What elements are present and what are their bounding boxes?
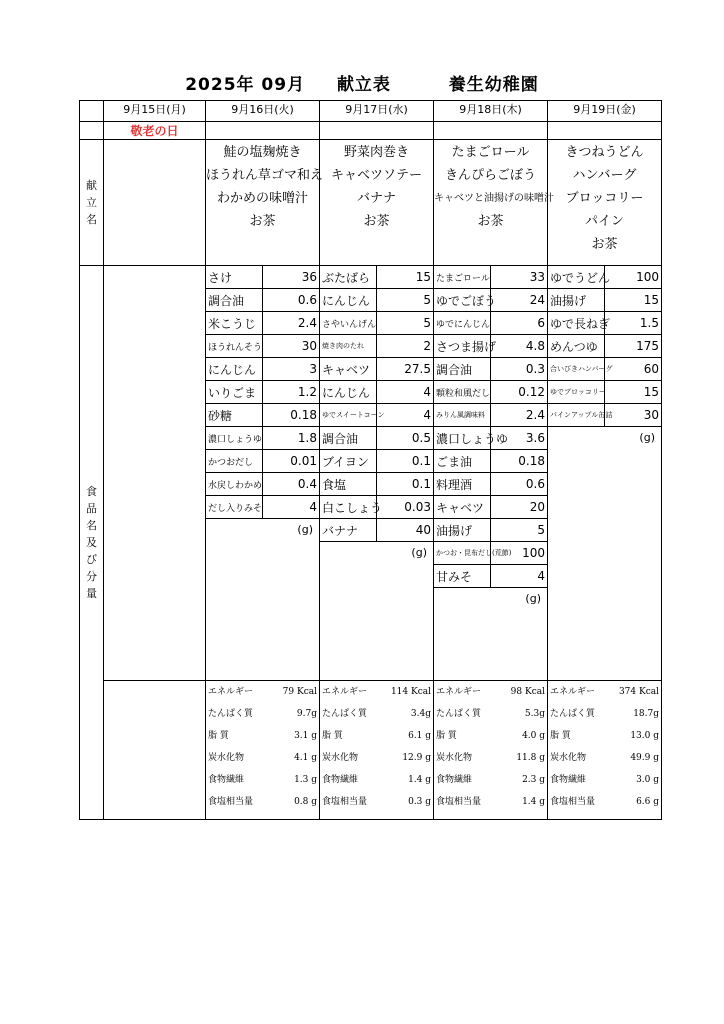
ingredient-name: 米こうじ	[206, 312, 263, 335]
nutrition-item	[206, 682, 319, 703]
ingredient-name: 調合油	[320, 427, 377, 450]
ingredient-name: 白こしょう	[320, 496, 377, 519]
ingredient-row	[548, 289, 661, 312]
nutrition-value: 11.8 g	[516, 753, 545, 763]
ingredient-amount: 4	[263, 496, 320, 519]
nutrition-value: 1.4 g	[408, 775, 431, 785]
ingredient-row	[320, 289, 433, 312]
ingredient-row	[320, 266, 433, 289]
nutrition-item	[206, 792, 319, 813]
dish-name: お茶	[591, 237, 618, 252]
nutrition-item	[434, 726, 547, 747]
ingredient-amount: 1.5	[605, 312, 662, 335]
nutrition-value: 12.9 g	[402, 753, 431, 763]
ingredient-row	[320, 496, 433, 519]
ingredient-amount: 30	[263, 335, 320, 358]
nutrition-label: 食塩相当量	[436, 797, 482, 807]
holiday-row	[80, 122, 662, 140]
dish-name: ブロッコリー	[565, 191, 644, 206]
nutrition-item	[548, 770, 661, 791]
dish-name: ほうれん草ゴマ和え	[206, 168, 324, 183]
nutrition-item	[548, 792, 661, 813]
unit-label: (g)	[639, 431, 655, 444]
nutrition-cell	[434, 681, 548, 820]
ingredient-table	[320, 266, 433, 542]
nutrition-item	[320, 726, 433, 747]
ingredient-name: ゆでスイートコーン	[320, 404, 377, 427]
nutrition-row	[80, 681, 662, 820]
dish-name: わかめの味噌汁	[216, 191, 308, 206]
ingredient-name: 焼き肉のたれ	[320, 335, 377, 358]
dish-name: バナナ	[356, 191, 396, 206]
nutrition-item	[548, 726, 661, 747]
nutrition-label: 脂 質	[550, 731, 571, 741]
ingredient-row	[548, 266, 661, 289]
ingredient-amount: 0.18	[491, 450, 548, 473]
nutrition-value: 3.1 g	[294, 731, 317, 741]
ingredient-name: ほうれんそう	[206, 335, 263, 358]
ingredient-amount: 2	[377, 335, 434, 358]
nutrition-item	[320, 682, 433, 703]
nutrition-label: 食物繊維	[208, 775, 245, 785]
nutrition-value: 1.3 g	[294, 775, 317, 785]
ingredient-amount: 0.01	[263, 450, 320, 473]
ingredient-amount: 0.4	[263, 473, 320, 496]
ingredient-row	[320, 404, 433, 427]
ingredient-name: だし入りみそ	[206, 496, 263, 519]
ingredient-row	[434, 565, 547, 588]
ingredient-amount: 6	[491, 312, 548, 335]
ingredient-row	[434, 519, 547, 542]
ingredient-name: 濃口しょうゆ	[434, 427, 491, 450]
ingredient-amount: 20	[491, 496, 548, 519]
ingredient-name: いりごま	[206, 381, 263, 404]
nutrition-label: エネルギー	[436, 687, 482, 697]
ingredient-amount: 0.3	[491, 358, 548, 381]
ingredient-row	[206, 450, 319, 473]
dish-name: お茶	[249, 214, 276, 229]
nutrition-value: 9.7g	[296, 709, 317, 719]
title-school: 養生幼稚園	[448, 75, 539, 95]
dish-name: たまごロール	[451, 145, 530, 160]
nutrition-item	[548, 704, 661, 725]
ingredient-name: キャベツ	[320, 358, 377, 381]
ingredient-amount: 5	[377, 312, 434, 335]
ingredient-row	[434, 266, 547, 289]
ingredient-row	[206, 335, 319, 358]
ingredient-name: みりん風調味料	[434, 404, 491, 427]
ingredient-amount: 40	[377, 519, 434, 542]
ingredient-amount: 1.8	[263, 427, 320, 450]
ingredient-table	[548, 266, 661, 427]
ingredient-row	[434, 289, 547, 312]
holiday-label: 敬老の日	[130, 124, 179, 138]
ingredient-row	[206, 266, 319, 289]
ingredient-amount: 15	[377, 266, 434, 289]
ingredient-name: ゆで長ねぎ	[548, 312, 605, 335]
ingredient-amount: 33	[491, 266, 548, 289]
unit-label: (g)	[525, 592, 541, 605]
nutrition-item	[320, 792, 433, 813]
nutrition-label: エネルギー	[208, 687, 254, 697]
dish-name: 野菜肉巻き	[343, 145, 409, 160]
dishes-row	[80, 140, 662, 266]
ingredient-amount: 2.4	[491, 404, 548, 427]
menu-side-text: 献 立 名	[86, 179, 97, 226]
nutrition-label: エネルギー	[322, 687, 368, 697]
ingredient-amount: 27.5	[377, 358, 434, 381]
nutrition-item	[206, 770, 319, 791]
nutrition-value: 2.3 g	[522, 775, 545, 785]
ingredient-amount: 0.18	[263, 404, 320, 427]
nutrition-item	[434, 792, 547, 813]
ingredient-amount: 0.03	[377, 496, 434, 519]
nutrition-label: たんぱく質	[436, 709, 482, 719]
ingredient-name: ぶたばら	[320, 266, 377, 289]
ingredient-name: ゆでにんじん	[434, 312, 491, 335]
ingredient-name: さつま揚げ	[434, 335, 491, 358]
ingredient-name: 濃口しょうゆ	[206, 427, 263, 450]
ingredient-name: たまごロール	[434, 266, 491, 289]
dishes-cell	[206, 140, 324, 266]
page-title	[0, 70, 724, 95]
dish-name: パイン	[584, 214, 624, 229]
nutrition-value: 0.8 g	[294, 797, 317, 807]
date-cell: 9月18日(木)	[434, 101, 548, 122]
ingredients-side-text: 食 品 名 及 び 分 量	[86, 485, 97, 600]
nutrition-label: 食物繊維	[550, 775, 587, 785]
nutrition-value: 98 Kcal	[510, 687, 545, 697]
ingredient-name: 調合油	[434, 358, 491, 381]
ingredient-row	[548, 335, 661, 358]
ingredient-row	[434, 312, 547, 335]
ingredient-row	[434, 496, 547, 519]
ingredient-row	[320, 312, 433, 335]
ingredient-name: にんじん	[320, 381, 377, 404]
nutrition-value: 6.1 g	[408, 731, 431, 741]
nutrition-item	[434, 770, 547, 791]
ingredient-name: さけ	[206, 266, 263, 289]
ingredient-row	[206, 496, 319, 519]
ingredient-name: かつお・昆布だし(荒節)	[434, 542, 491, 565]
ingredient-table	[206, 266, 319, 519]
dishes-cell	[548, 140, 662, 266]
nutrition-item	[206, 726, 319, 747]
ingredient-table	[434, 266, 547, 588]
nutrition-label: 食物繊維	[322, 775, 359, 785]
nutrition-item	[320, 748, 433, 769]
dish-name: キャベツソテー	[330, 168, 422, 183]
nutrition-label: 炭水化物	[436, 753, 473, 763]
nutrition-value: 374 Kcal	[618, 687, 659, 697]
ingredient-name: ゆでうどん	[548, 266, 605, 289]
ingredient-name: めんつゆ	[548, 335, 605, 358]
ingredient-name: バナナ	[320, 519, 377, 542]
ingredients-cell	[320, 266, 434, 681]
ingredient-row	[206, 289, 319, 312]
ingredient-amount: 5	[491, 519, 548, 542]
ingredients-cell	[434, 266, 548, 681]
ingredient-row	[548, 358, 661, 381]
dish-name: お茶	[363, 214, 390, 229]
ingredient-amount: 3.6	[491, 427, 548, 450]
ingredient-row	[320, 473, 433, 496]
corner-cell	[80, 101, 104, 122]
dish-name: お茶	[477, 214, 504, 229]
ingredient-row	[434, 427, 547, 450]
dish-name: キャベツと油揚げの味噌汁	[434, 193, 554, 204]
nutrition-value: 1.4 g	[522, 797, 545, 807]
nutrition-item	[548, 682, 661, 703]
ingredient-amount: 2.4	[263, 312, 320, 335]
ingredient-amount: 15	[605, 381, 662, 404]
ingredient-name: にんじん	[206, 358, 263, 381]
nutrition-value: 79 Kcal	[282, 687, 317, 697]
ingredient-row	[206, 358, 319, 381]
ingredient-row	[434, 473, 547, 496]
nutrition-label: 脂 質	[322, 731, 343, 741]
ingredient-row	[206, 381, 319, 404]
nutrition-cell	[104, 681, 206, 820]
ingredient-name: 砂糖	[206, 404, 263, 427]
ingredient-row	[548, 404, 661, 427]
ingredients-side-label	[80, 266, 104, 820]
nutrition-label: たんぱく質	[322, 709, 368, 719]
ingredient-amount: 36	[263, 266, 320, 289]
nutrition-value: 6.6 g	[636, 797, 659, 807]
ingredient-name: さやいんげん	[320, 312, 377, 335]
ingredient-row	[434, 335, 547, 358]
holiday-cell	[104, 122, 206, 140]
ingredient-amount: 24	[491, 289, 548, 312]
ingredient-row	[206, 473, 319, 496]
ingredient-row	[320, 427, 433, 450]
nutrition-item	[206, 748, 319, 769]
nutrition-item	[434, 682, 547, 703]
nutrition-item	[548, 748, 661, 769]
ingredient-name: 料理酒	[434, 473, 491, 496]
ingredient-amount: 5	[377, 289, 434, 312]
ingredient-row	[434, 358, 547, 381]
nutrition-value: 49.9 g	[630, 753, 659, 763]
dish-name: 鮭の塩麹焼き	[223, 145, 302, 160]
unit-label: (g)	[297, 523, 313, 536]
date-cell: 9月19日(金)	[548, 101, 662, 122]
dishes-cell	[434, 140, 554, 266]
ingredient-name: ごま油	[434, 450, 491, 473]
ingredient-amount: 100	[605, 266, 662, 289]
ingredient-name: 水戻しわかめ	[206, 473, 263, 496]
ingredient-amount: 15	[605, 289, 662, 312]
nutrition-value: 4.1 g	[294, 753, 317, 763]
nutrition-value: 4.0 g	[522, 731, 545, 741]
nutrition-cell	[206, 681, 320, 820]
nutrition-label: 脂 質	[436, 731, 457, 741]
ingredient-amount: 0.1	[377, 450, 434, 473]
ingredient-name: 調合油	[206, 289, 263, 312]
date-cell: 9月15日(月)	[104, 101, 206, 122]
ingredient-amount: 3	[263, 358, 320, 381]
ingredient-amount: 4	[491, 565, 548, 588]
nutrition-value: 3.0 g	[636, 775, 659, 785]
ingredient-row	[320, 335, 433, 358]
ingredient-amount: 0.5	[377, 427, 434, 450]
ingredient-name: キャベツ	[434, 496, 491, 519]
ingredient-amount: 4	[377, 381, 434, 404]
nutrition-cell	[320, 681, 434, 820]
nutrition-label: エネルギー	[550, 687, 596, 697]
nutrition-value: 0.3 g	[408, 797, 431, 807]
nutrition-label: 炭水化物	[322, 753, 359, 763]
ingredient-name: ゆでごぼう	[434, 289, 491, 312]
nutrition-label: 食塩相当量	[208, 797, 254, 807]
ingredient-amount: 0.12	[491, 381, 548, 404]
ingredient-row	[320, 450, 433, 473]
dishes-cell	[320, 140, 434, 266]
nutrition-value: 114 Kcal	[390, 687, 431, 697]
ingredient-row	[206, 312, 319, 335]
menu-side-label	[80, 140, 104, 266]
ingredient-name: ゆでブロッコリー	[548, 381, 605, 404]
nutrition-label: たんぱく質	[208, 709, 254, 719]
ingredient-amount: 4.8	[491, 335, 548, 358]
nutrition-value: 18.7g	[633, 709, 659, 719]
nutrition-item	[434, 704, 547, 725]
ingredient-amount: 4	[377, 404, 434, 427]
ingredient-name: ブイヨン	[320, 450, 377, 473]
nutrition-item	[206, 704, 319, 725]
unit-label: (g)	[411, 546, 427, 559]
ingredient-amount: 1.2	[263, 381, 320, 404]
ingredient-name: 合いびきハンバーグ	[548, 358, 605, 381]
ingredient-name: 顆粒和風だし	[434, 381, 491, 404]
title-year-month: 2025年 09月	[185, 75, 306, 95]
ingredient-amount: 0.1	[377, 473, 434, 496]
ingredient-name: にんじん	[320, 289, 377, 312]
dish-name: きつねうどん	[565, 145, 644, 160]
nutrition-item	[320, 704, 433, 725]
title-heading: 献立表	[336, 75, 391, 95]
ingredient-row	[548, 381, 661, 404]
ingredient-name: 油揚げ	[548, 289, 605, 312]
ingredient-row	[434, 404, 547, 427]
ingredient-name: パインアップル缶詰	[548, 404, 605, 427]
ingredient-name: 食塩	[320, 473, 377, 496]
dish-name: きんぴらごぼう	[444, 168, 536, 183]
ingredient-amount: 175	[605, 335, 662, 358]
nutrition-label: 脂 質	[208, 731, 229, 741]
ingredient-amount: 0.6	[263, 289, 320, 312]
nutrition-item	[434, 748, 547, 769]
ingredient-name: かつおだし	[206, 450, 263, 473]
ingredient-amount: 100	[491, 542, 548, 565]
ingredient-row	[434, 542, 547, 565]
ingredient-row	[434, 450, 547, 473]
ingredient-row	[548, 312, 661, 335]
ingredient-amount: 60	[605, 358, 662, 381]
nutrition-value: 13.0 g	[630, 731, 659, 741]
nutrition-value: 5.3g	[524, 709, 545, 719]
nutrition-label: たんぱく質	[550, 709, 596, 719]
ingredients-cell	[206, 266, 320, 681]
ingredients-row	[80, 266, 662, 681]
nutrition-label: 食塩相当量	[550, 797, 596, 807]
ingredient-row	[320, 358, 433, 381]
ingredient-amount: 0.6	[491, 473, 548, 496]
ingredients-cell	[104, 266, 206, 681]
date-row	[80, 101, 662, 122]
ingredient-row	[434, 381, 547, 404]
nutrition-label: 炭水化物	[550, 753, 587, 763]
nutrition-item	[320, 770, 433, 791]
ingredient-row	[206, 427, 319, 450]
menu-table	[79, 100, 662, 820]
nutrition-label: 炭水化物	[208, 753, 245, 763]
ingredient-amount: 30	[605, 404, 662, 427]
date-cell: 9月17日(水)	[320, 101, 434, 122]
date-cell: 9月16日(火)	[206, 101, 320, 122]
nutrition-label: 食塩相当量	[322, 797, 368, 807]
ingredient-row	[206, 404, 319, 427]
ingredient-row	[320, 519, 433, 542]
dish-name: ハンバーグ	[572, 168, 637, 183]
ingredient-row	[320, 381, 433, 404]
nutrition-value: 3.4g	[410, 709, 431, 719]
ingredients-cell	[548, 266, 662, 681]
nutrition-cell	[548, 681, 662, 820]
ingredient-name: 甘みそ	[434, 565, 491, 588]
ingredient-name: 油揚げ	[434, 519, 491, 542]
dishes-cell	[104, 140, 206, 266]
nutrition-label: 食物繊維	[436, 775, 473, 785]
